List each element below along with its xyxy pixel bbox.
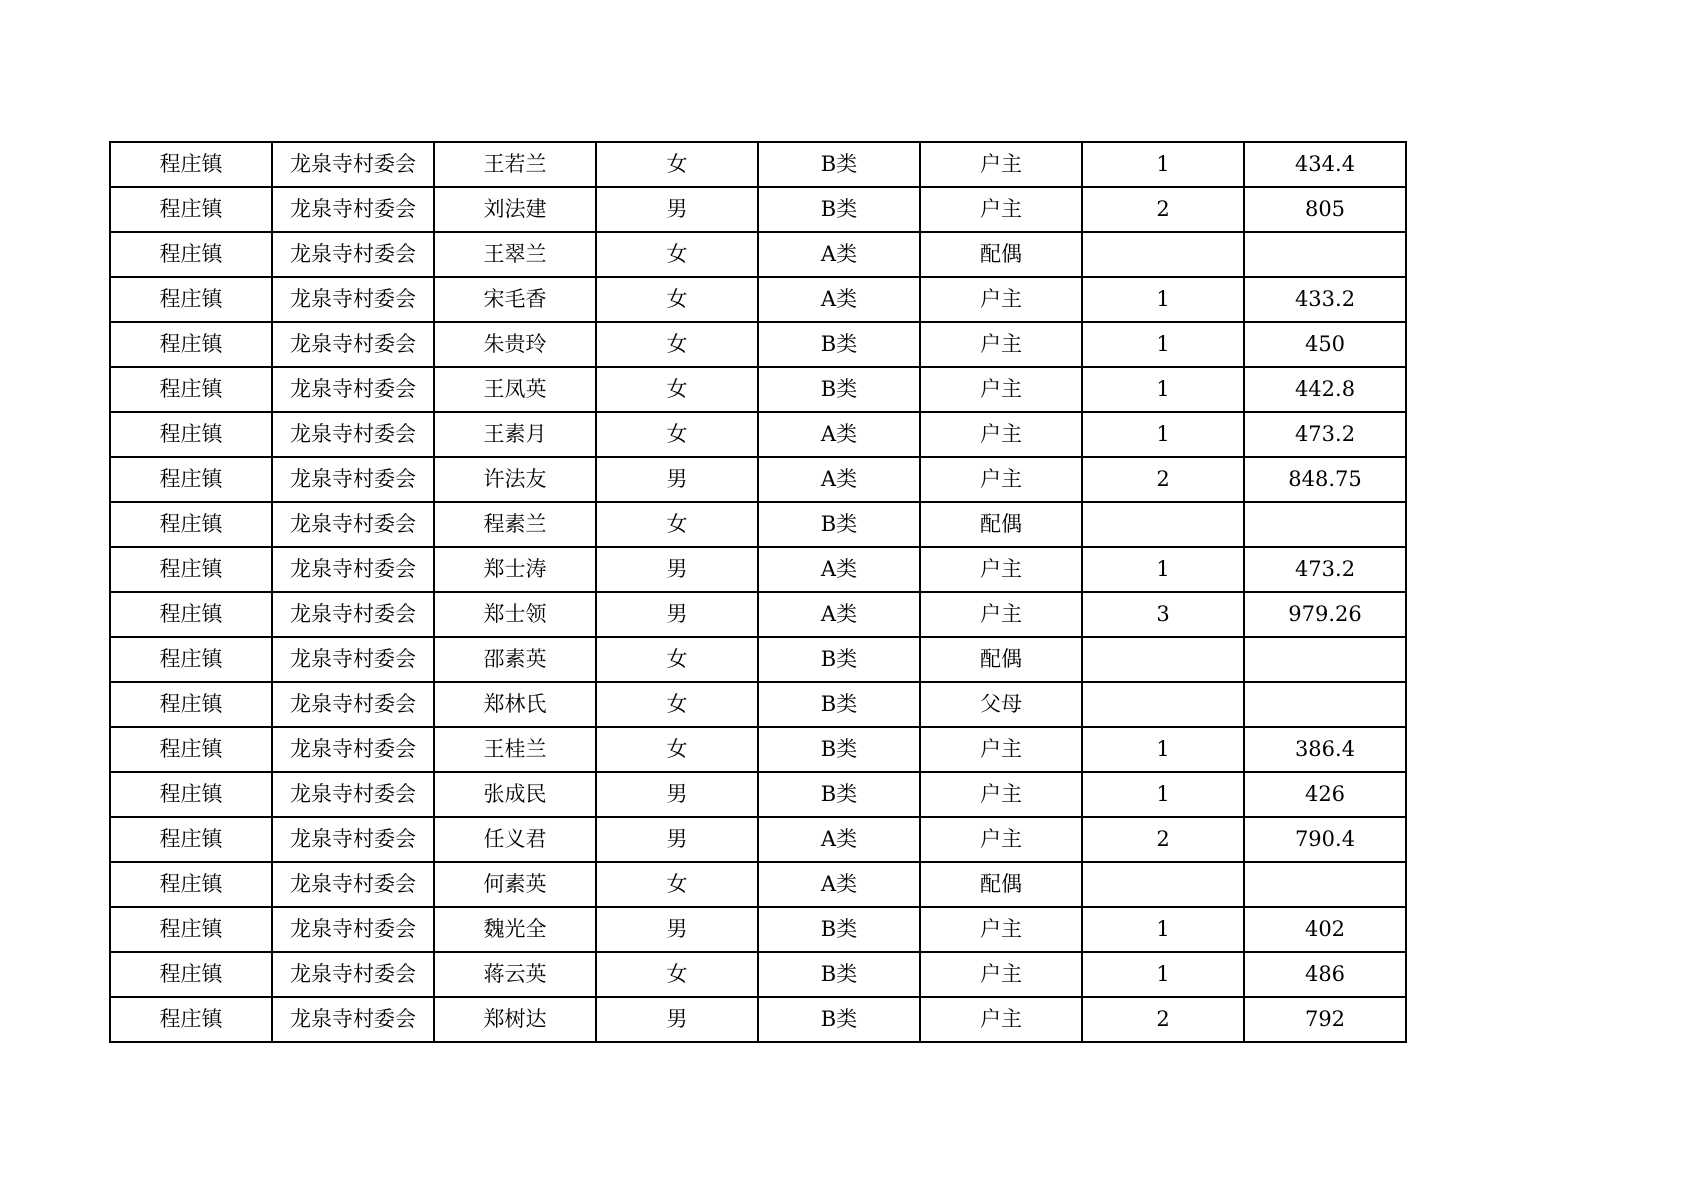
relation-cell: 户主 xyxy=(920,952,1082,997)
household-size-cell: 1 xyxy=(1082,322,1244,367)
village-cell: 龙泉寺村委会 xyxy=(272,907,434,952)
category-cell: B类 xyxy=(758,952,920,997)
gender-cell: 女 xyxy=(596,952,758,997)
village-cell: 龙泉寺村委会 xyxy=(272,772,434,817)
table-row xyxy=(110,457,1406,502)
relation-cell: 户主 xyxy=(920,817,1082,862)
table-row xyxy=(110,907,1406,952)
village-cell: 龙泉寺村委会 xyxy=(272,502,434,547)
category-cell: B类 xyxy=(758,907,920,952)
village-cell: 龙泉寺村委会 xyxy=(272,952,434,997)
village-cell: 龙泉寺村委会 xyxy=(272,187,434,232)
town-cell: 程庄镇 xyxy=(110,142,272,187)
gender-cell: 男 xyxy=(596,907,758,952)
gender-cell: 女 xyxy=(596,637,758,682)
name-cell: 王素月 xyxy=(434,412,596,457)
name-cell: 朱贵玲 xyxy=(434,322,596,367)
town-cell: 程庄镇 xyxy=(110,232,272,277)
amount-cell: 792 xyxy=(1244,997,1406,1042)
village-cell: 龙泉寺村委会 xyxy=(272,547,434,592)
amount-cell xyxy=(1244,682,1406,727)
gender-cell: 女 xyxy=(596,727,758,772)
town-cell: 程庄镇 xyxy=(110,817,272,862)
town-cell: 程庄镇 xyxy=(110,187,272,232)
gender-cell: 女 xyxy=(596,862,758,907)
table-row xyxy=(110,502,1406,547)
name-cell: 郑林氏 xyxy=(434,682,596,727)
gender-cell: 男 xyxy=(596,457,758,502)
name-cell: 郑士涛 xyxy=(434,547,596,592)
category-cell: B类 xyxy=(758,322,920,367)
household-size-cell: 1 xyxy=(1082,952,1244,997)
amount-cell: 426 xyxy=(1244,772,1406,817)
village-cell: 龙泉寺村委会 xyxy=(272,727,434,772)
village-cell: 龙泉寺村委会 xyxy=(272,637,434,682)
table-row xyxy=(110,727,1406,772)
amount-cell: 402 xyxy=(1244,907,1406,952)
amount-cell: 386.4 xyxy=(1244,727,1406,772)
table-row xyxy=(110,952,1406,997)
amount-cell: 848.75 xyxy=(1244,457,1406,502)
table-row xyxy=(110,862,1406,907)
village-cell: 龙泉寺村委会 xyxy=(272,682,434,727)
household-size-cell: 2 xyxy=(1082,817,1244,862)
relation-cell: 父母 xyxy=(920,682,1082,727)
gender-cell: 女 xyxy=(596,142,758,187)
name-cell: 郑树达 xyxy=(434,997,596,1042)
household-size-cell: 2 xyxy=(1082,457,1244,502)
village-cell: 龙泉寺村委会 xyxy=(272,322,434,367)
table-row xyxy=(110,637,1406,682)
table-row xyxy=(110,682,1406,727)
household-size-cell xyxy=(1082,502,1244,547)
village-cell: 龙泉寺村委会 xyxy=(272,277,434,322)
data-table xyxy=(109,141,1407,1043)
amount-cell xyxy=(1244,232,1406,277)
gender-cell: 男 xyxy=(596,772,758,817)
town-cell: 程庄镇 xyxy=(110,772,272,817)
name-cell: 魏光全 xyxy=(434,907,596,952)
name-cell: 王若兰 xyxy=(434,142,596,187)
village-cell: 龙泉寺村委会 xyxy=(272,817,434,862)
town-cell: 程庄镇 xyxy=(110,637,272,682)
name-cell: 郑士领 xyxy=(434,592,596,637)
household-size-cell: 1 xyxy=(1082,367,1244,412)
name-cell: 王翠兰 xyxy=(434,232,596,277)
table-row xyxy=(110,142,1406,187)
gender-cell: 男 xyxy=(596,547,758,592)
relation-cell: 户主 xyxy=(920,277,1082,322)
household-size-cell: 1 xyxy=(1082,727,1244,772)
name-cell: 任义君 xyxy=(434,817,596,862)
relation-cell: 户主 xyxy=(920,367,1082,412)
household-size-cell: 1 xyxy=(1082,142,1244,187)
amount-cell: 486 xyxy=(1244,952,1406,997)
category-cell: B类 xyxy=(758,682,920,727)
category-cell: A类 xyxy=(758,592,920,637)
village-cell: 龙泉寺村委会 xyxy=(272,457,434,502)
category-cell: A类 xyxy=(758,457,920,502)
household-size-cell: 1 xyxy=(1082,907,1244,952)
category-cell: B类 xyxy=(758,187,920,232)
amount-cell xyxy=(1244,637,1406,682)
town-cell: 程庄镇 xyxy=(110,547,272,592)
amount-cell xyxy=(1244,502,1406,547)
gender-cell: 女 xyxy=(596,682,758,727)
category-cell: A类 xyxy=(758,547,920,592)
gender-cell: 男 xyxy=(596,997,758,1042)
name-cell: 刘法建 xyxy=(434,187,596,232)
category-cell: A类 xyxy=(758,277,920,322)
village-cell: 龙泉寺村委会 xyxy=(272,997,434,1042)
amount-cell xyxy=(1244,862,1406,907)
table-row xyxy=(110,997,1406,1042)
table-row xyxy=(110,322,1406,367)
village-cell: 龙泉寺村委会 xyxy=(272,367,434,412)
name-cell: 王桂兰 xyxy=(434,727,596,772)
relation-cell: 户主 xyxy=(920,187,1082,232)
town-cell: 程庄镇 xyxy=(110,997,272,1042)
amount-cell: 473.2 xyxy=(1244,547,1406,592)
relation-cell: 户主 xyxy=(920,727,1082,772)
name-cell: 张成民 xyxy=(434,772,596,817)
household-size-cell xyxy=(1082,232,1244,277)
table-row xyxy=(110,277,1406,322)
amount-cell: 433.2 xyxy=(1244,277,1406,322)
town-cell: 程庄镇 xyxy=(110,367,272,412)
household-size-cell: 1 xyxy=(1082,772,1244,817)
town-cell: 程庄镇 xyxy=(110,322,272,367)
amount-cell: 442.8 xyxy=(1244,367,1406,412)
relation-cell: 户主 xyxy=(920,547,1082,592)
household-size-cell: 1 xyxy=(1082,412,1244,457)
relation-cell: 户主 xyxy=(920,907,1082,952)
category-cell: A类 xyxy=(758,232,920,277)
town-cell: 程庄镇 xyxy=(110,907,272,952)
village-cell: 龙泉寺村委会 xyxy=(272,412,434,457)
name-cell: 邵素英 xyxy=(434,637,596,682)
village-cell: 龙泉寺村委会 xyxy=(272,862,434,907)
category-cell: B类 xyxy=(758,502,920,547)
category-cell: A类 xyxy=(758,862,920,907)
town-cell: 程庄镇 xyxy=(110,277,272,322)
relation-cell: 户主 xyxy=(920,412,1082,457)
town-cell: 程庄镇 xyxy=(110,502,272,547)
relation-cell: 户主 xyxy=(920,997,1082,1042)
table-row xyxy=(110,187,1406,232)
name-cell: 宋毛香 xyxy=(434,277,596,322)
table-row xyxy=(110,772,1406,817)
category-cell: A类 xyxy=(758,412,920,457)
relation-cell: 配偶 xyxy=(920,862,1082,907)
table-row xyxy=(110,547,1406,592)
relation-cell: 户主 xyxy=(920,772,1082,817)
gender-cell: 女 xyxy=(596,322,758,367)
relation-cell: 户主 xyxy=(920,457,1082,502)
household-size-cell: 1 xyxy=(1082,547,1244,592)
village-cell: 龙泉寺村委会 xyxy=(272,232,434,277)
household-size-cell: 2 xyxy=(1082,997,1244,1042)
gender-cell: 女 xyxy=(596,277,758,322)
town-cell: 程庄镇 xyxy=(110,457,272,502)
village-cell: 龙泉寺村委会 xyxy=(272,592,434,637)
gender-cell: 男 xyxy=(596,592,758,637)
name-cell: 程素兰 xyxy=(434,502,596,547)
town-cell: 程庄镇 xyxy=(110,862,272,907)
relation-cell: 配偶 xyxy=(920,502,1082,547)
household-size-cell: 3 xyxy=(1082,592,1244,637)
amount-cell: 979.26 xyxy=(1244,592,1406,637)
gender-cell: 女 xyxy=(596,502,758,547)
village-cell: 龙泉寺村委会 xyxy=(272,142,434,187)
town-cell: 程庄镇 xyxy=(110,952,272,997)
town-cell: 程庄镇 xyxy=(110,682,272,727)
relation-cell: 户主 xyxy=(920,592,1082,637)
name-cell: 王凤英 xyxy=(434,367,596,412)
name-cell: 蒋云英 xyxy=(434,952,596,997)
household-size-cell xyxy=(1082,637,1244,682)
category-cell: B类 xyxy=(758,727,920,772)
relation-cell: 户主 xyxy=(920,322,1082,367)
gender-cell: 女 xyxy=(596,232,758,277)
household-size-cell xyxy=(1082,862,1244,907)
table-row xyxy=(110,592,1406,637)
gender-cell: 女 xyxy=(596,367,758,412)
gender-cell: 男 xyxy=(596,187,758,232)
table-body xyxy=(110,142,1406,1042)
amount-cell: 434.4 xyxy=(1244,142,1406,187)
amount-cell: 473.2 xyxy=(1244,412,1406,457)
town-cell: 程庄镇 xyxy=(110,592,272,637)
amount-cell: 450 xyxy=(1244,322,1406,367)
category-cell: B类 xyxy=(758,997,920,1042)
amount-cell: 805 xyxy=(1244,187,1406,232)
amount-cell: 790.4 xyxy=(1244,817,1406,862)
category-cell: B类 xyxy=(758,142,920,187)
relation-cell: 配偶 xyxy=(920,637,1082,682)
table-row xyxy=(110,412,1406,457)
household-size-cell xyxy=(1082,682,1244,727)
gender-cell: 女 xyxy=(596,412,758,457)
gender-cell: 男 xyxy=(596,817,758,862)
relation-cell: 配偶 xyxy=(920,232,1082,277)
category-cell: B类 xyxy=(758,772,920,817)
category-cell: B类 xyxy=(758,367,920,412)
relation-cell: 户主 xyxy=(920,142,1082,187)
name-cell: 许法友 xyxy=(434,457,596,502)
town-cell: 程庄镇 xyxy=(110,727,272,772)
category-cell: A类 xyxy=(758,817,920,862)
table-row xyxy=(110,817,1406,862)
name-cell: 何素英 xyxy=(434,862,596,907)
table-row xyxy=(110,232,1406,277)
table-row xyxy=(110,367,1406,412)
household-size-cell: 2 xyxy=(1082,187,1244,232)
category-cell: B类 xyxy=(758,637,920,682)
household-size-cell: 1 xyxy=(1082,277,1244,322)
town-cell: 程庄镇 xyxy=(110,412,272,457)
